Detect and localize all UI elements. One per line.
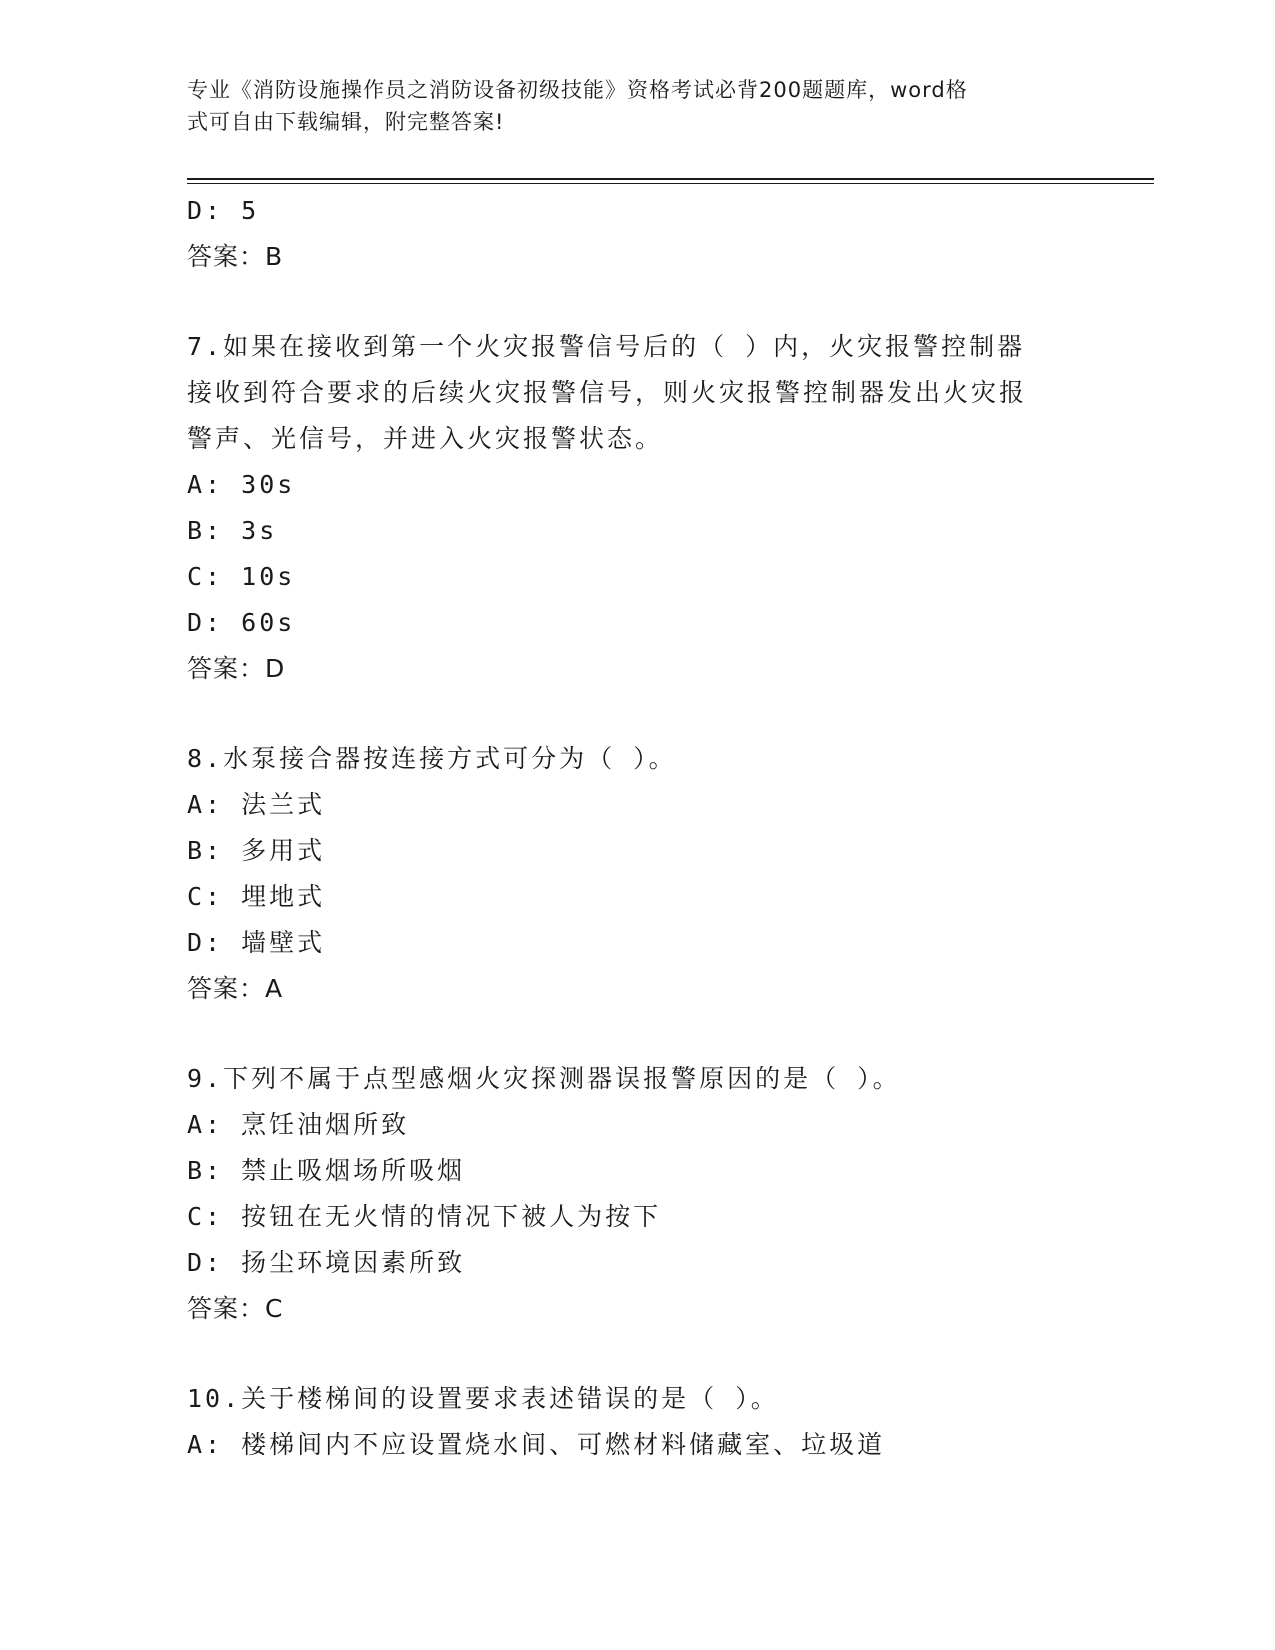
option-d: D: 墙壁式	[187, 928, 326, 957]
question-text-line: 8.水泵接合器按连接方式可分为（ ）。	[187, 744, 677, 773]
previous-question-tail	[187, 188, 1067, 280]
option-c: C: 埋地式	[187, 882, 326, 911]
header-divider-thick	[187, 178, 1154, 180]
answer-label: 答案：B	[187, 242, 284, 271]
option-a: A: 法兰式	[187, 790, 326, 819]
question-text-line: 10.关于楼梯间的设置要求表述错误的是（ ）。	[187, 1384, 779, 1413]
document-header	[187, 74, 1067, 138]
header-divider-thin	[187, 183, 1154, 184]
option-b: B: 3s	[187, 516, 278, 545]
option-b: B: 多用式	[187, 836, 326, 865]
question-list	[187, 188, 1067, 1468]
question-text-line: 7.如果在接收到第一个火灾报警信号后的（ ）内，火灾报警控制器	[187, 332, 1026, 361]
question-text-line: 接收到符合要求的后续火灾报警信号，则火灾报警控制器发出火灾报	[187, 378, 1028, 407]
answer-label: 答案：C	[187, 1294, 284, 1323]
answer-label: 答案：D	[187, 654, 286, 683]
question-8	[187, 736, 1067, 1012]
option-b: B: 禁止吸烟场所吸烟	[187, 1156, 466, 1185]
option-a: A: 烹饪油烟所致	[187, 1110, 410, 1139]
header-line-2: 式可自由下载编辑，附完整答案!	[187, 110, 505, 134]
answer-label: 答案：A	[187, 974, 284, 1003]
question-9	[187, 1056, 1067, 1332]
option-d: D: 扬尘环境因素所致	[187, 1248, 466, 1277]
question-text-line: 警声、光信号，并进入火灾报警状态。	[187, 424, 664, 453]
option-d: D: 5	[187, 196, 260, 225]
option-c: C: 按钮在无火情的情况下被人为按下	[187, 1202, 662, 1231]
question-7	[187, 324, 1067, 692]
header-line-1: 专业《消防设施操作员之消防设备初级技能》资格考试必背200题题库，word格	[187, 78, 968, 102]
option-a: A: 楼梯间内不应设置烧水间、可燃材料储藏室、垃圾道	[187, 1430, 886, 1459]
option-d: D: 60s	[187, 608, 296, 637]
option-a: A: 30s	[187, 470, 296, 499]
question-text-line: 9.下列不属于点型感烟火灾探测器误报警原因的是（ ）。	[187, 1064, 901, 1093]
option-c: C: 10s	[187, 562, 296, 591]
question-10	[187, 1376, 1067, 1468]
